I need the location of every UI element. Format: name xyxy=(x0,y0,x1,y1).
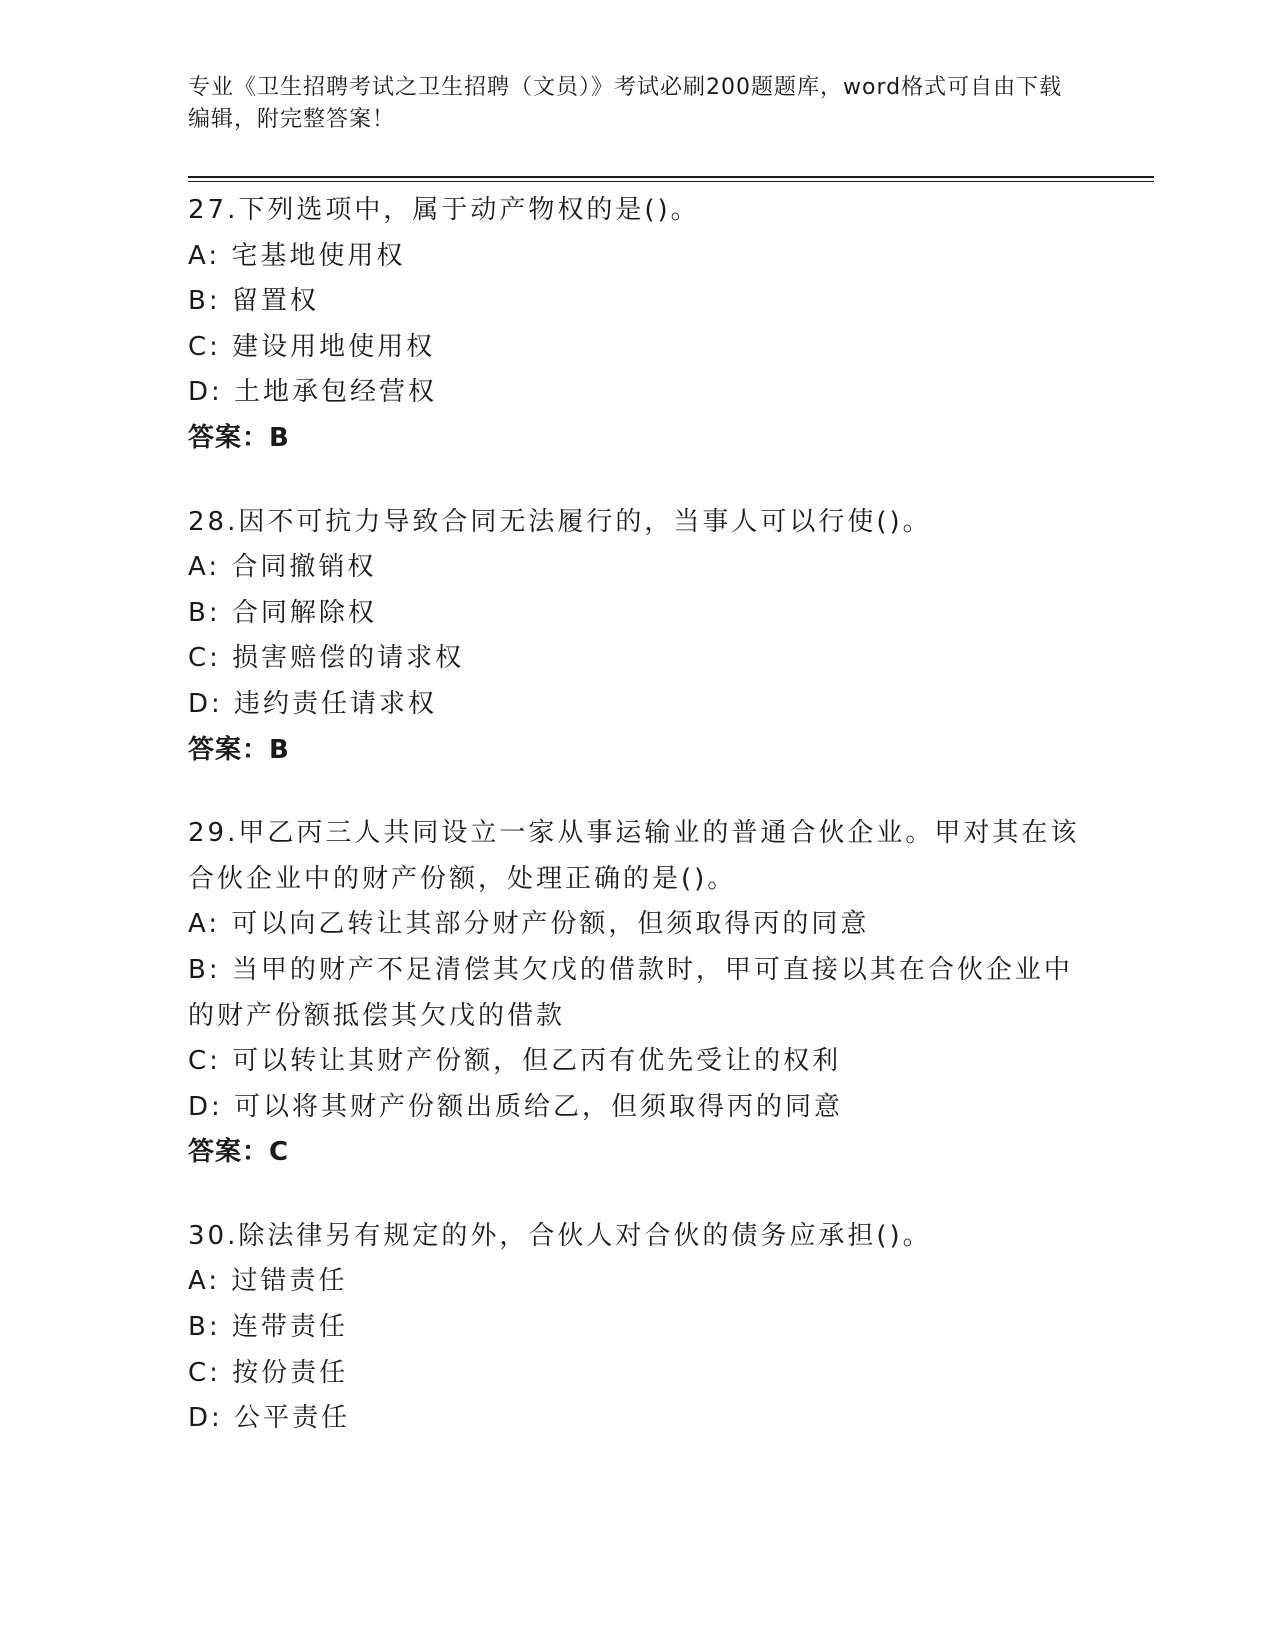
question-30 xyxy=(188,1214,1088,1442)
question-27 xyxy=(188,188,1088,462)
option-b: B: 留置权 xyxy=(188,286,319,317)
option-c: C: 按份责任 xyxy=(188,1357,349,1388)
option-c: C: 损害赔偿的请求权 xyxy=(188,643,465,674)
option-c: C: 建设用地使用权 xyxy=(188,331,436,362)
option-a: A: 宅基地使用权 xyxy=(188,240,406,271)
option-b: B: 连带责任 xyxy=(188,1312,348,1343)
header-divider-thick xyxy=(188,176,1154,178)
option-d: D: 公平责任 xyxy=(188,1403,351,1434)
option-d: D: 违约责任请求权 xyxy=(188,688,438,719)
question-28 xyxy=(188,500,1088,774)
option-b: B: 合同解除权 xyxy=(188,597,377,628)
option-d: D: 土地承包经营权 xyxy=(188,377,438,408)
question-29 xyxy=(188,811,1088,1176)
answer: 答案：B xyxy=(188,734,290,765)
document-header: 专业《卫生招聘考试之卫生招聘（文员）》考试必刷200题题库，word格式可自由下载编辑，附完整答案！ xyxy=(188,75,1063,132)
option-a: A: 过错责任 xyxy=(188,1266,348,1297)
answer: 答案：C xyxy=(188,1137,290,1168)
option-a: A: 合同撤销权 xyxy=(188,552,377,583)
question-stem: 28.因不可抗力导致合同无法履行的，当事人可以行使()。 xyxy=(188,506,932,537)
question-list xyxy=(188,188,1088,1480)
option-b: B: 当甲的财产不足清偿其欠戊的借款时，甲可直接以其在合伙企业中的财产份额抵偿其欠戊的借款 xyxy=(188,954,1073,1031)
question-stem: 30.除法律另有规定的外，合伙人对合伙的债务应承担()。 xyxy=(188,1220,932,1251)
option-a: A: 可以向乙转让其部分财产份额，但须取得丙的同意 xyxy=(188,909,870,940)
question-stem: 27.下列选项中，属于动产物权的是()。 xyxy=(188,195,700,225)
header-divider-thin xyxy=(188,181,1154,182)
option-d: D: 可以将其财产份额出质给乙，但须取得丙的同意 xyxy=(188,1091,844,1122)
option-c: C: 可以转让其财产份额，但乙丙有优先受让的权利 xyxy=(188,1046,842,1077)
answer: 答案：B xyxy=(188,422,290,453)
question-stem: 29.甲乙丙三人共同设立一家从事运输业的普通合伙企业。甲对其在该合伙企业中的财产份额，处理正确的是()。 xyxy=(188,818,1080,894)
